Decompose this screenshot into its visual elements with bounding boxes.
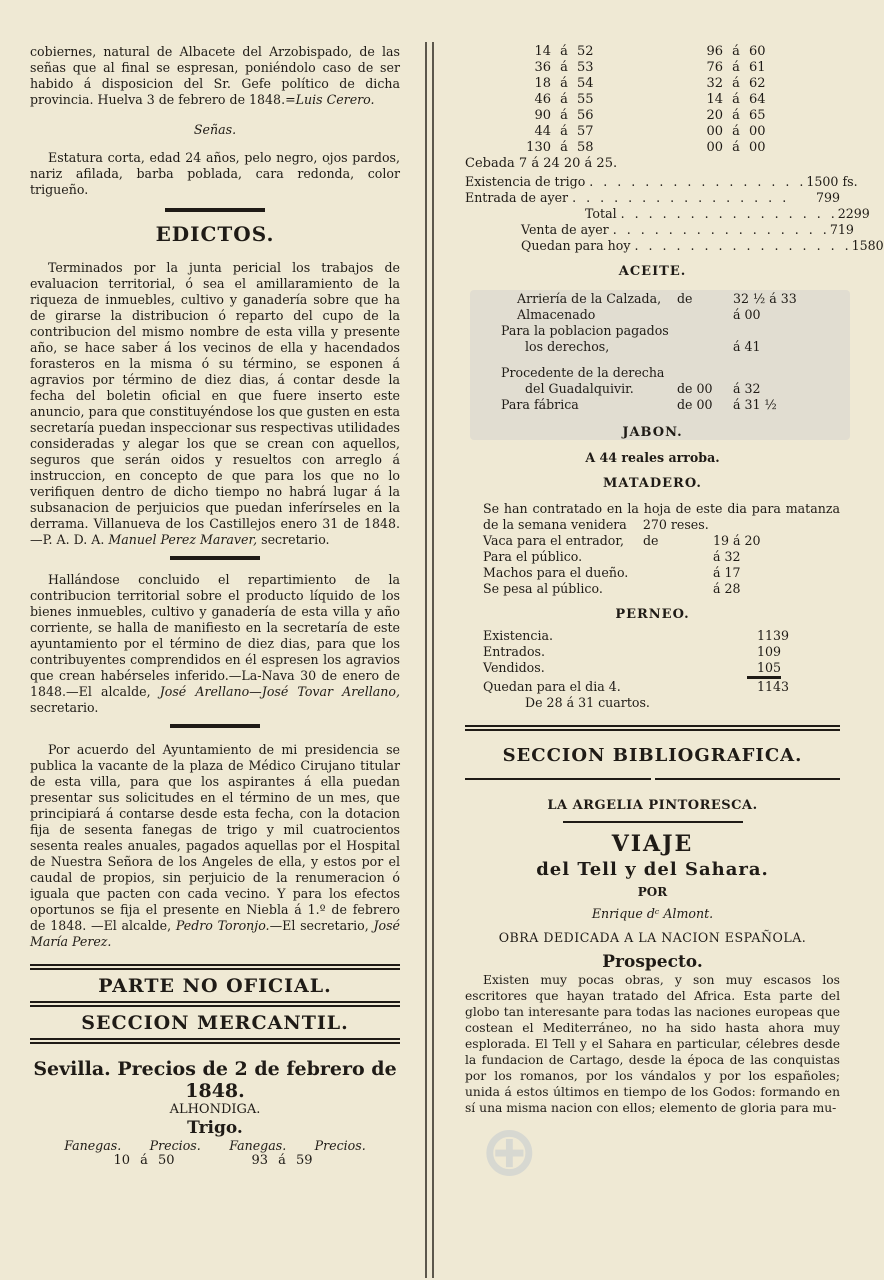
- matadero-row: [483, 549, 840, 565]
- price-cell: 56: [577, 108, 594, 123]
- aceite-label: los derechos,: [525, 339, 610, 354]
- matadero-label: Se pesa al público.: [483, 581, 603, 596]
- jabon-title: JABON.: [622, 425, 683, 440]
- aceite-row: [501, 381, 840, 397]
- perneo-label: Entrados.: [483, 644, 546, 659]
- price-cell: 96: [706, 44, 723, 59]
- perneo-title: PERNEO.: [615, 607, 690, 622]
- edicto-2: Hallándose concluido el repartimiento de la contribucion territorial sobre el producto líquido de los bienes inmuebles, cultivo y ganadería de esta villa y año corriente, se halla de manifiesto en la secretaría de este ayuntamiento por el término de diez dias, para que los contribuyentes comprendidos en él espresen los agravios que crean habérseles inferido.—La-Nava 30 de enero de 1848.—El alcalde, José Arellano—José Tovar Arellano, secretario.: [30, 572, 400, 715]
- aceite-price: á 41: [733, 339, 761, 354]
- price-cell: 36: [534, 60, 551, 75]
- totals-block: [465, 174, 884, 254]
- price-cell: 76: [706, 60, 723, 75]
- matadero-intro: Se han contratado en la hoja de este dia para matanza de la semana venidera 270 reses.: [483, 501, 840, 532]
- aceite-from: [677, 307, 733, 323]
- edictos-title: EDICTOS.: [155, 222, 275, 246]
- edicto-3: Por acuerdo del Ayuntamiento de mi presidencia se publica la vacante de la plaza de Médico Cirujano titular de esta villa, para que los aspirantes á ella puedan presentar sus solicitudes en el término de un mes, que principiará á contarse desde esta fecha, con la dotacion fija de sesenta fanegas de trigo y mil cuatrocientos sesenta reales anuales, pagados aquellas por el Hospital de Nuestra Señora de los Angeles de ella, y estos por el caudal de propios, sin perjuicio de la renumeracion ó iguala que pacten con cada vecino. Y para los efectos oportunos se fija el presente en Niebla á 1.º de febrero de 1848. —El alcalde, Pedro Toronjo.—El secretario, José María Perez.: [30, 742, 400, 949]
- total-value: 719: [829, 222, 854, 237]
- leader-dots: . . . . . . . . . . . . . . . .: [589, 174, 807, 189]
- price-cell: 130: [526, 140, 551, 155]
- price-cell: 32: [706, 76, 723, 91]
- aceite-row: [501, 339, 840, 355]
- price-cell: 61: [749, 60, 766, 75]
- matadero-title: MATADERO.: [603, 476, 702, 491]
- senas-text: Estatura corta, edad 24 años, pelo negro, ojos pardos, nariz afilada, barba poblada, cara redonda, color trigueño.: [30, 150, 400, 197]
- price-cell: 00: [749, 140, 766, 155]
- total-value: 1500 fs.: [806, 174, 858, 189]
- matadero-mid: [643, 549, 713, 565]
- perneo-row: [483, 660, 840, 676]
- prospecto-title: Prospecto.: [602, 952, 703, 972]
- argelia-title: LA ARGELIA PINTORESCA.: [547, 798, 758, 813]
- matadero-label: Para el público.: [483, 549, 583, 564]
- aceite-from: de 00: [677, 397, 713, 412]
- price-cell: 58: [577, 140, 594, 155]
- aceite-row: [501, 365, 840, 381]
- biblio-title: SECCION BIBLIOGRAFICA.: [502, 745, 803, 766]
- price-cell: 64: [749, 92, 766, 107]
- edicto-1: Terminados por la junta pericial los trabajos de evaluacion territorial, ó sea el amillaramiento de la riqueza de inmuebles, cultivo y ganadería sobre que ha de girarse la distribucion ó reparto del cupo de la contribucion del mismo nombre de esta villa y presente año, se hace saber á los vecinos de ella y hacendados forasteros en la misma ó su término, se esponen á agravios por término de diez dias, á contar desde la fecha del boletin oficial en que fuere inserto este anuncio, para que constituyéndose los que gusten en esta secretaría puedan inspeccionar sus respectivas utilidades consideradas y alegar los que se crean con aquellos, seguros que serán oidos y resueltos con arreglo á instruccion, en concepto de que para los que no lo verifiquen dentro de dicho tiempo no habrá lugar á la subsanacion de perjuicios que puedan inferírseles en la derrama. Villanueva de los Castillejos enero 31 de 1848.—P. A. D. A. Manuel Perez Maraver, secretario.: [30, 260, 400, 547]
- column-rule-right: [432, 42, 434, 1278]
- aceite-label: del Guadalquivir.: [525, 381, 634, 396]
- section-rule: [465, 725, 840, 731]
- author: Enrique dᶜ Almont.: [591, 906, 714, 921]
- price-cell: 60: [749, 44, 766, 59]
- price-row: [525, 140, 779, 156]
- aceite-label: Para la poblacion pagados: [501, 323, 669, 338]
- price-row: [525, 124, 779, 140]
- aceite-row: [501, 323, 840, 339]
- aceite-label: Procedente de la derecha: [501, 365, 665, 380]
- price-cell: á: [560, 60, 568, 75]
- aceite-from: de: [677, 291, 693, 306]
- prospecto-text: Existen muy pocas obras, y son muy escasos los escritores que hayan tratado del Africa. Esta parte del globo tan interesante para todas las naciones europeas que costean el Mediterráneo, no ha sido hasta ahora muy esplorada. El Tell y el Sahara en particular, célebres desde la fundacion de Cartago, desde la época de las conquistas por los romanos, por los vándalos y por los españoles; unida á estos últimos en tiempo de los Godos: formando en sí una misma nacion con ellos; elemento de gloria para mu-: [465, 973, 840, 1115]
- matadero-row: [483, 533, 840, 549]
- price-cell: á: [732, 76, 740, 91]
- price-cell: 00: [706, 140, 723, 155]
- cebada-line: Cebada 7 á 24 20 á 25.: [465, 156, 618, 171]
- sevilla-heading: Sevilla. Precios de 2 de febrero de 1848.: [33, 1058, 397, 1102]
- total-row: [465, 190, 840, 206]
- price-cell: 52: [577, 44, 594, 59]
- price-cell: 57: [577, 124, 594, 139]
- matadero-mid: [643, 565, 713, 581]
- aceite-row: [501, 291, 840, 307]
- watermark: ⊕: [480, 1110, 539, 1192]
- perneo-precio: De 28 á 31 cuartos.: [525, 695, 650, 710]
- total-value: 2299: [837, 206, 870, 221]
- price-cell: 54: [577, 76, 594, 91]
- price-cell: 65: [749, 108, 766, 123]
- total-label: Quedan para hoy: [521, 238, 631, 253]
- price-cell: á: [560, 92, 568, 107]
- total-row: [465, 206, 870, 222]
- price-cell: 44: [534, 124, 551, 139]
- perneo-label: Vendidos.: [483, 660, 545, 675]
- total-label: Entrada de ayer: [465, 190, 569, 205]
- price-cell: á: [560, 140, 568, 155]
- price-cell: 90: [534, 108, 551, 123]
- aceite-from: de 00: [677, 381, 713, 396]
- aceite-block: [465, 291, 840, 413]
- perneo-value: 109: [757, 644, 782, 659]
- perneo-block: [465, 628, 840, 676]
- leader-dots: . . . . . . . . . . . . . . . .: [612, 222, 830, 237]
- aceite-price: á 00: [733, 307, 761, 322]
- price-cell: á: [732, 60, 740, 75]
- matadero-label: Machos para el dueño.: [483, 565, 629, 580]
- price-row: [525, 76, 779, 92]
- divider: [170, 724, 260, 728]
- leader-dots: . . . . . . . . . . . . . . . .: [634, 238, 852, 253]
- perneo-value: 1139: [757, 628, 790, 643]
- price-cell: 00: [706, 124, 723, 139]
- section-rule: [30, 1038, 400, 1044]
- price-cell: á: [560, 76, 568, 91]
- total-row: [465, 174, 858, 190]
- perneo-label: Existencia.: [483, 628, 554, 643]
- prices-first-row: 10 á 50 93 á 59: [113, 1153, 313, 1168]
- jabon-text: A 44 reales arroba.: [585, 450, 720, 465]
- price-cell: 53: [577, 60, 594, 75]
- matadero-row: [483, 565, 840, 581]
- price-cell: á: [732, 108, 740, 123]
- price-cell: á: [732, 124, 740, 139]
- price-cell: 62: [749, 76, 766, 91]
- total-value: 799: [815, 190, 840, 205]
- aceite-price: á 32: [733, 381, 761, 396]
- section-rule: [465, 778, 840, 780]
- price-cell: 46: [534, 92, 551, 107]
- perneo-value: 105: [757, 660, 782, 675]
- price-cell: á: [732, 140, 740, 155]
- parte-no-oficial: PARTE NO OFICIAL.: [98, 975, 332, 997]
- price-row: [525, 44, 779, 60]
- trigo-heading: Trigo.: [187, 1118, 243, 1138]
- price-cell: á: [732, 92, 740, 107]
- aceite-price: 32 ½ á 33: [733, 291, 797, 306]
- divider: [563, 821, 743, 823]
- alhondiga-heading: ALHONDIGA.: [169, 1102, 261, 1117]
- price-cell: 55: [577, 92, 594, 107]
- aceite-title: ACEITE.: [618, 264, 687, 279]
- price-cell: 20: [706, 108, 723, 123]
- intro-paragraph: cobiernes, natural de Albacete del Arzobispado, de las señas que al final se espresan, poniéndolo caso de ser habido á disposicion del Sr. Gefe político de dicha provincia. Huelva 3 de febrero de 1848.=Luis Cerero.: [30, 44, 400, 107]
- section-rule: [30, 1001, 400, 1007]
- matadero-value: á 17: [713, 565, 741, 580]
- aceite-row: [501, 307, 840, 323]
- aceite-from: [677, 339, 733, 355]
- prices-header: Fanegas. Precios. Fanegas. Precios.: [64, 1138, 366, 1153]
- senas-title: Señas.: [193, 122, 237, 137]
- total-label: Total: [585, 206, 617, 221]
- aceite-from: [677, 365, 733, 381]
- aceite-row: [501, 397, 840, 413]
- por-label: POR: [637, 885, 668, 899]
- divider: [170, 556, 260, 560]
- matadero-row: [483, 581, 840, 597]
- price-row: [525, 60, 779, 76]
- price-cell: á: [560, 124, 568, 139]
- total-row: [465, 238, 884, 254]
- column-rule-left: [425, 42, 427, 1278]
- price-cell: á: [560, 44, 568, 59]
- aceite-label: Arriería de la Calzada,: [517, 291, 662, 306]
- viaje-title: VIAJE: [611, 831, 694, 857]
- perneo-row: [483, 644, 840, 660]
- aceite-price: á 31 ½: [733, 397, 777, 412]
- price-cell: 14: [706, 92, 723, 107]
- left-column: [30, 44, 400, 1168]
- tell-title: del Tell y del Sahara.: [536, 859, 769, 880]
- price-cell: 00: [749, 124, 766, 139]
- matadero-mid: [643, 581, 713, 597]
- aceite-label: Almacenado: [517, 307, 596, 322]
- matadero-value: 19 á 20: [713, 533, 761, 548]
- price-row: [525, 108, 779, 124]
- total-value: 1580: [851, 238, 884, 253]
- right-column: [465, 44, 884, 1116]
- matadero-mid: de: [643, 533, 659, 548]
- total-label: Venta de ayer: [521, 222, 609, 237]
- price-cell: á: [732, 44, 740, 59]
- perneo-row: [483, 628, 840, 644]
- aceite-from: [677, 323, 733, 339]
- matadero-label: Vaca para el entrador,: [483, 533, 625, 548]
- price-cell: 14: [534, 44, 551, 59]
- total-label: Existencia de trigo: [465, 174, 586, 189]
- trigo-price-table: [525, 44, 779, 156]
- matadero-block: [465, 501, 840, 597]
- matadero-value: á 28: [713, 581, 741, 596]
- perneo-quedan: Quedan para el dia 4. 1143: [483, 679, 790, 694]
- price-cell: 18: [534, 76, 551, 91]
- total-row: [465, 222, 854, 238]
- aceite-label: Para fábrica: [501, 397, 579, 412]
- section-rule: [30, 964, 400, 970]
- price-row: [525, 92, 779, 108]
- matadero-value: á 32: [713, 549, 741, 564]
- dedication: OBRA DEDICADA A LA NACION ESPAÑOLA.: [498, 930, 807, 945]
- seccion-mercantil: SECCION MERCANTIL.: [81, 1012, 349, 1034]
- price-cell: á: [560, 108, 568, 123]
- leader-dots: . . . . . . . . . . . . . . . .: [572, 190, 790, 205]
- leader-dots: . . . . . . . . . . . . . . . .: [620, 206, 838, 221]
- divider: [165, 208, 265, 212]
